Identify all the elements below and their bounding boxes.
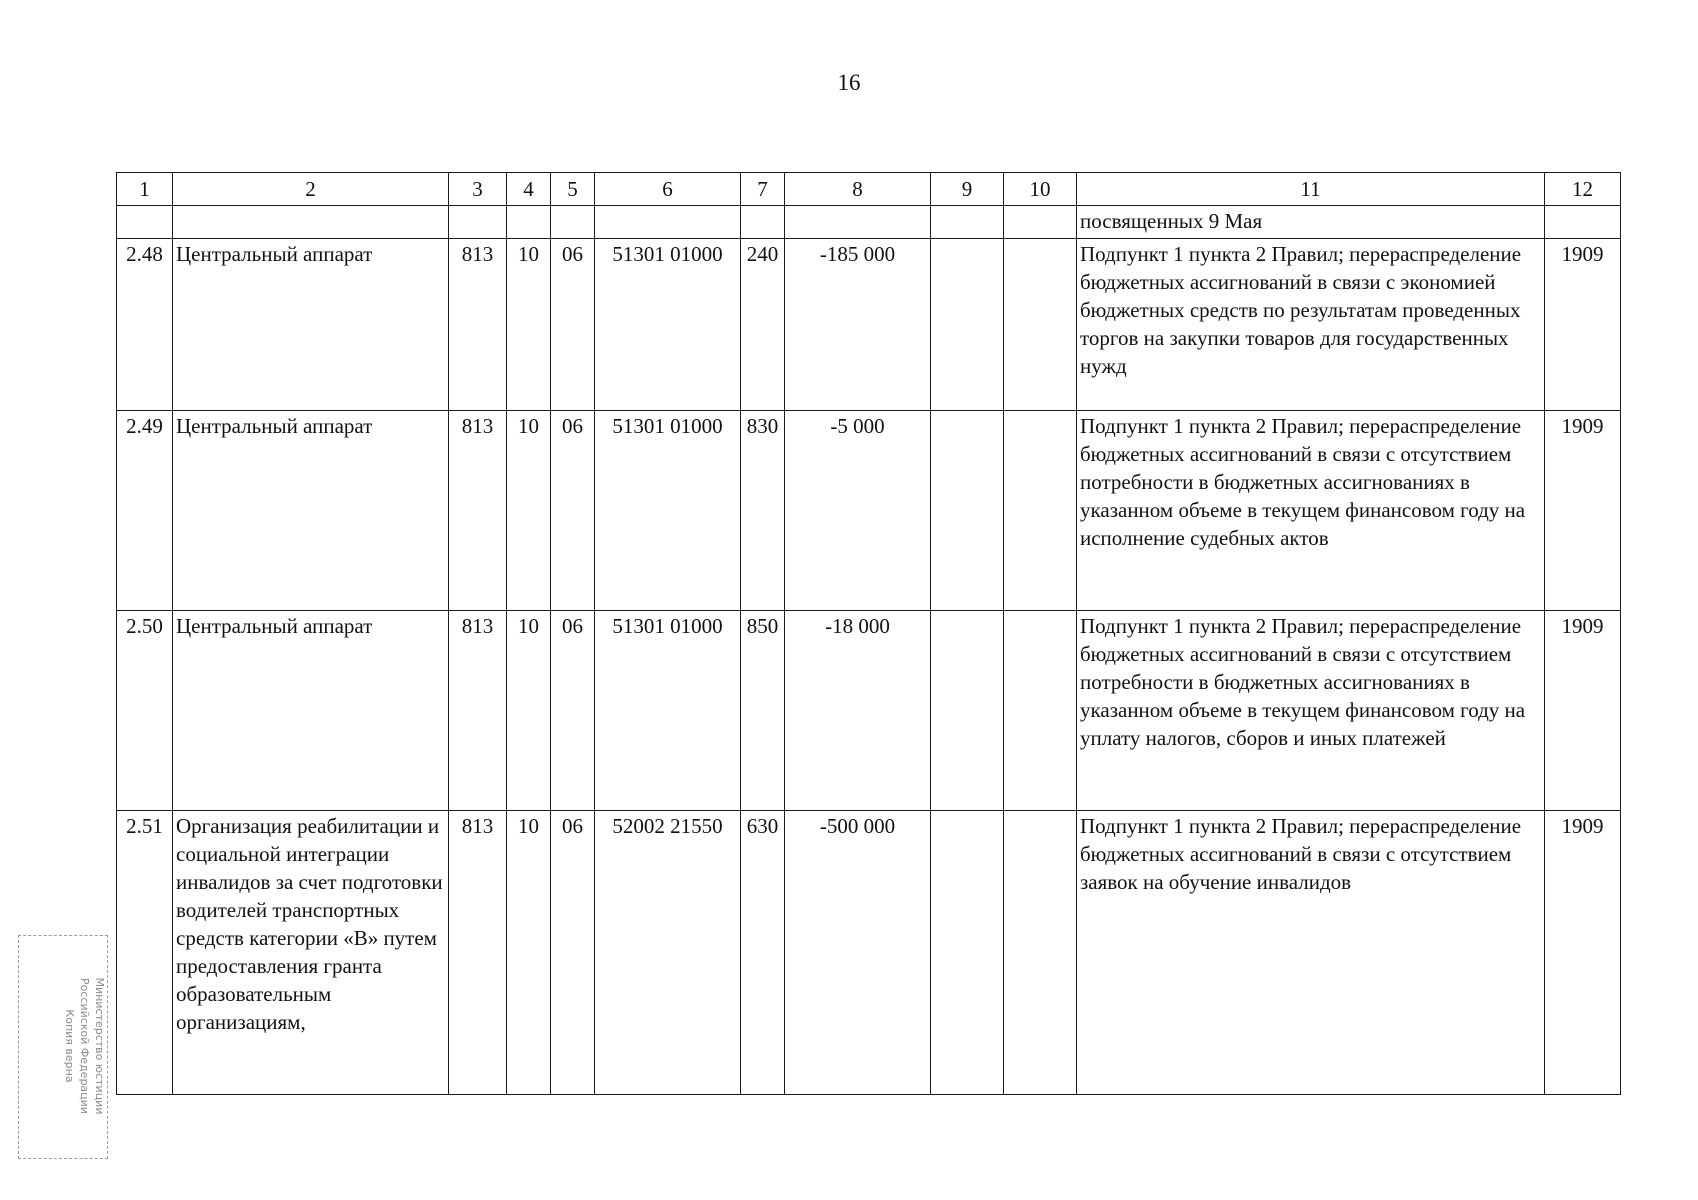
amount-cell: -18 000 — [785, 611, 931, 811]
basis-cell: Подпункт 1 пункта 2 Правил; перераспределение бюджетных ассигнований в связи с отсутствием потребности в бюджетных ассигнованиях в указанном объеме в текущем финансовом году на уплату налогов, сборов и иных платежей — [1077, 611, 1545, 811]
col3-cell: 813 — [449, 611, 507, 811]
basis-cell: Подпункт 1 пункта 2 Правил; перераспределение бюджетных ассигнований в связи с экономией бюджетных средств по результатам проведенных торгов на закупки товаров для государственных нужд — [1077, 239, 1545, 411]
page-number: 16 — [837, 70, 861, 95]
col10-cell — [1004, 611, 1077, 811]
header-cell: 6 — [595, 173, 741, 206]
col10-cell — [1004, 411, 1077, 611]
row-name: Центральный аппарат — [173, 611, 449, 811]
table-row — [117, 239, 1621, 411]
row-name: Центральный аппарат — [173, 411, 449, 611]
col6-cell: 51301 01000 — [595, 239, 741, 411]
col10-cell — [1004, 811, 1077, 1095]
row-number: 2.48 — [117, 239, 173, 411]
basis-cell: Подпункт 1 пункта 2 Правил; перераспределение бюджетных ассигнований в связи с отсутствием заявок на обучение инвалидов — [1077, 811, 1545, 1095]
stamp-text — [19, 936, 107, 1156]
col3-cell: 813 — [449, 411, 507, 611]
header-cell: 2 — [173, 173, 449, 206]
col7-cell: 240 — [741, 239, 785, 411]
header-cell: 10 — [1004, 173, 1077, 206]
col4-cell: 10 — [507, 811, 551, 1095]
col12-cell: 1909 — [1545, 811, 1621, 1095]
header-cell: 3 — [449, 173, 507, 206]
table-row — [117, 811, 1621, 1095]
col12-cell: 1909 — [1545, 411, 1621, 611]
table-row — [117, 411, 1621, 611]
col3-cell: 813 — [449, 239, 507, 411]
col7-cell: 630 — [741, 811, 785, 1095]
col7-cell: 850 — [741, 611, 785, 811]
certification-stamp — [18, 935, 108, 1159]
col5-cell: 06 — [551, 611, 595, 811]
col9-cell — [931, 411, 1004, 611]
header-cell: 12 — [1545, 173, 1621, 206]
row-number: 2.50 — [117, 611, 173, 811]
col12-cell: 1909 — [1545, 239, 1621, 411]
col6-cell: 51301 01000 — [595, 611, 741, 811]
col5-cell: 06 — [551, 411, 595, 611]
col9-cell — [931, 239, 1004, 411]
continuation-row — [117, 206, 1621, 239]
header-cell: 4 — [507, 173, 551, 206]
col4-cell: 10 — [507, 611, 551, 811]
header-cell: 7 — [741, 173, 785, 206]
header-cell: 5 — [551, 173, 595, 206]
basis-cell: Подпункт 1 пункта 2 Правил; перераспределение бюджетных ассигнований в связи с отсутствием потребности в бюджетных ассигнованиях в указанном объеме в текущем финансовом году на исполнение судебных актов — [1077, 411, 1545, 611]
row-number: 2.49 — [117, 411, 173, 611]
stamp-line: Российской Федерации — [78, 978, 91, 1114]
stamp-line: Копия верна — [63, 1009, 76, 1083]
row-name: Центральный аппарат — [173, 239, 449, 411]
header-cell: 11 — [1077, 173, 1545, 206]
col9-cell — [931, 611, 1004, 811]
row-name: Организация реабилитации и социальной интеграции инвалидов за счет подготовки водителей транспортных средств категории «В» путем предоставления гранта образовательным организациям, — [173, 811, 449, 1095]
col5-cell: 06 — [551, 811, 595, 1095]
col6-cell: 51301 01000 — [595, 411, 741, 611]
table-header-row — [117, 173, 1621, 206]
col7-cell: 830 — [741, 411, 785, 611]
header-cell: 9 — [931, 173, 1004, 206]
header-cell: 8 — [785, 173, 931, 206]
amount-cell: -5 000 — [785, 411, 931, 611]
col12-cell: 1909 — [1545, 611, 1621, 811]
col5-cell: 06 — [551, 239, 595, 411]
amount-cell: -185 000 — [785, 239, 931, 411]
amount-cell: -500 000 — [785, 811, 931, 1095]
row-number: 2.51 — [117, 811, 173, 1095]
col10-cell — [1004, 239, 1077, 411]
col9-cell — [931, 811, 1004, 1095]
table-row — [117, 611, 1621, 811]
budget-table — [116, 172, 1621, 1095]
col4-cell: 10 — [507, 239, 551, 411]
col3-cell: 813 — [449, 811, 507, 1095]
stamp-line: Министерство юстиции — [93, 977, 106, 1115]
header-cell: 1 — [117, 173, 173, 206]
continuation-text: посвященных 9 Мая — [1077, 206, 1545, 239]
col4-cell: 10 — [507, 411, 551, 611]
col6-cell: 52002 21550 — [595, 811, 741, 1095]
